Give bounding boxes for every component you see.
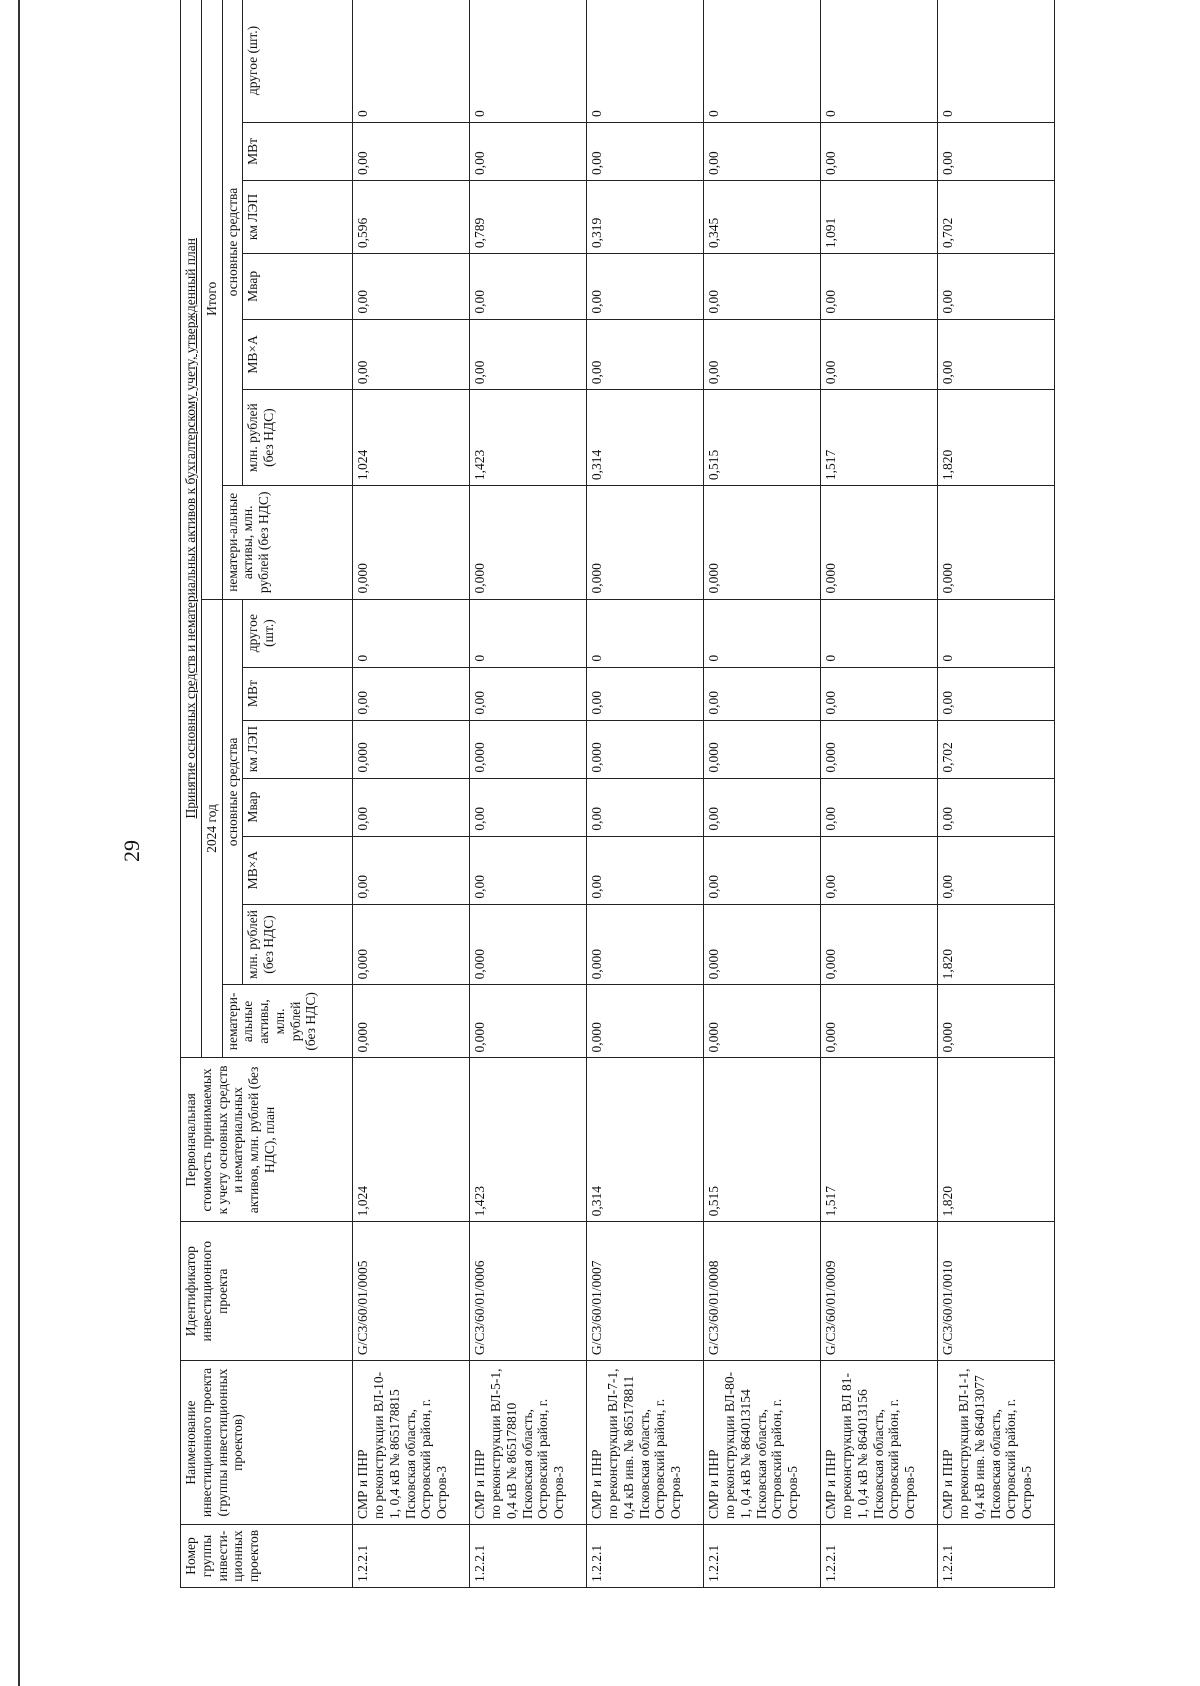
cell-total-mln-rub: 0,314 xyxy=(587,390,704,486)
project-name-line: СМР и ПНР xyxy=(823,1449,839,1519)
cell-project-name xyxy=(821,1361,938,1525)
cell-project-name xyxy=(353,1361,470,1525)
cell-2024-mw: 0,00 xyxy=(587,667,704,720)
cell-2024-mln-rub: 0,000 xyxy=(470,904,587,985)
cell-2024-mln-rub: 1,820 xyxy=(938,904,1055,985)
project-name-line: Псковская область, Островский район, г. Остров-5 xyxy=(870,1398,918,1519)
investment-table xyxy=(180,0,1055,1588)
header-intangible-2024: нематери-альные активы, млн. рублей (без НДС) xyxy=(222,985,353,1058)
cell-project-id: G/C3/60/01/0005 xyxy=(353,1222,470,1361)
cell-total-km-lep: 0,345 xyxy=(704,180,821,253)
cell-group-number: 1.2.2.1 xyxy=(704,1524,821,1587)
cell-total-intangible: 0,000 xyxy=(821,486,938,599)
project-name-line: Псковская область, Островский район, г. Остров-3 xyxy=(636,1398,684,1519)
cell-project-id: G/C3/60/01/0007 xyxy=(587,1222,704,1361)
cell-2024-mva: 0,00 xyxy=(938,836,1055,904)
header-group-number: Номер группы инвести-ционных проектов xyxy=(181,1524,353,1587)
table-row xyxy=(353,0,470,1588)
project-name-line: Псковская область, Островский район, г. Остров-3 xyxy=(519,1398,567,1519)
cell-project-name xyxy=(587,1361,704,1525)
cell-2024-mva: 0,00 xyxy=(704,836,821,904)
cell-total-mln-rub: 1,517 xyxy=(821,390,938,486)
cell-total-intangible: 0,000 xyxy=(938,486,1055,599)
cell-2024-mln-rub: 0,000 xyxy=(821,904,938,985)
cell-total-mvar: 0,00 xyxy=(704,254,821,320)
cell-2024-mvar: 0,00 xyxy=(821,778,938,836)
cell-2024-intangible: 0,000 xyxy=(704,985,821,1058)
header-project-id: Идентификатор инвестиционного проекта xyxy=(181,1222,353,1361)
header-km-total: км ЛЭП xyxy=(243,180,353,253)
cell-2024-intangible: 0,000 xyxy=(587,985,704,1058)
cell-total-mva: 0,00 xyxy=(821,319,938,390)
cell-total-mln-rub: 1,423 xyxy=(470,390,587,486)
cell-initial-cost: 1,820 xyxy=(938,1058,1055,1222)
header-mln-total: млн. рублей (без НДС) xyxy=(243,390,353,486)
cell-2024-km-lep: 0,000 xyxy=(704,720,821,778)
header-km-2024: км ЛЭП xyxy=(243,720,353,778)
project-name-line: Псковская область, Островский район, г. Остров-5 xyxy=(753,1398,801,1519)
cell-2024-other: 0 xyxy=(587,599,704,667)
cell-group-number: 1.2.2.1 xyxy=(587,1524,704,1587)
cell-2024-mva: 0,00 xyxy=(353,836,470,904)
cell-2024-mvar: 0,00 xyxy=(353,778,470,836)
cell-2024-intangible: 0,000 xyxy=(470,985,587,1058)
cell-2024-km-lep: 0,000 xyxy=(353,720,470,778)
project-name-line: по реконструкции ВЛ-10-1, 0,4 кВ № 865178815 xyxy=(371,1371,402,1519)
cell-2024-mvar: 0,00 xyxy=(704,778,821,836)
cell-initial-cost: 1,517 xyxy=(821,1058,938,1222)
project-name-line: по реконструкции ВЛ-7-1, 0,4 кВ инв. № 865178811 xyxy=(605,1368,636,1519)
cell-total-mw: 0,00 xyxy=(587,122,704,180)
header-year-2024: 2024 год xyxy=(201,599,222,1058)
project-name-line: СМР и ПНР xyxy=(589,1449,605,1519)
cell-project-name xyxy=(938,1361,1055,1525)
cell-total-mvar: 0,00 xyxy=(470,254,587,320)
cell-total-intangible: 0,000 xyxy=(704,486,821,599)
rotated-table-container xyxy=(180,0,1130,1588)
page-edge-line xyxy=(18,0,20,1686)
cell-total-mln-rub: 1,024 xyxy=(353,390,470,486)
cell-total-km-lep: 0,702 xyxy=(938,180,1055,253)
cell-project-id: G/C3/60/01/0009 xyxy=(821,1222,938,1361)
page-number: 29 xyxy=(119,840,144,862)
project-name-line: по реконструкции ВЛ-1-1, 0,4 кВ инв. № 864013077 xyxy=(956,1368,987,1519)
cell-total-mva: 0,00 xyxy=(587,319,704,390)
cell-initial-cost: 1,423 xyxy=(470,1058,587,1222)
table-body xyxy=(353,0,1055,1588)
cell-project-id: G/C3/60/01/0006 xyxy=(470,1222,587,1361)
cell-project-name xyxy=(704,1361,821,1525)
header-mva-2024: МВ×А xyxy=(243,836,353,904)
cell-2024-other: 0 xyxy=(938,599,1055,667)
header-other-2024: другое (шт.) xyxy=(243,599,353,667)
cell-2024-km-lep: 0,000 xyxy=(821,720,938,778)
header-fixed-assets-total: основные средства xyxy=(222,0,243,486)
cell-2024-mw: 0,00 xyxy=(704,667,821,720)
cell-2024-mva: 0,00 xyxy=(821,836,938,904)
cell-total-mln-rub: 1,820 xyxy=(938,390,1055,486)
cell-2024-mw: 0,00 xyxy=(938,667,1055,720)
cell-group-number: 1.2.2.1 xyxy=(470,1524,587,1587)
cell-2024-km-lep: 0,000 xyxy=(587,720,704,778)
cell-total-mvar: 0,00 xyxy=(938,254,1055,320)
cell-total-km-lep: 0,319 xyxy=(587,180,704,253)
project-name-line: СМР и ПНР xyxy=(472,1449,488,1519)
cell-total-mva: 0,00 xyxy=(704,319,821,390)
cell-total-other: 0 xyxy=(821,0,938,122)
cell-initial-cost: 0,314 xyxy=(587,1058,704,1222)
project-name-line: по реконструкции ВЛ-5-1, 0,4 кВ № 865178810 xyxy=(488,1368,519,1519)
cell-total-mva: 0,00 xyxy=(353,319,470,390)
project-name-line: СМР и ПНР xyxy=(355,1449,371,1519)
cell-2024-mw: 0,00 xyxy=(470,667,587,720)
cell-2024-mln-rub: 0,000 xyxy=(704,904,821,985)
header-acceptance-title: Принятие основных средств и нематериальных активов к бухгалтерскому учету, утвержденный план xyxy=(183,238,198,819)
cell-total-mln-rub: 0,515 xyxy=(704,390,821,486)
cell-2024-km-lep: 0,702 xyxy=(938,720,1055,778)
cell-2024-mvar: 0,00 xyxy=(470,778,587,836)
header-mvar-2024: Мвар xyxy=(243,778,353,836)
header-mln-2024: млн. рублей (без НДС) xyxy=(243,904,353,985)
cell-2024-intangible: 0,000 xyxy=(938,985,1055,1058)
header-acceptance xyxy=(181,0,202,1058)
cell-total-mvar: 0,00 xyxy=(821,254,938,320)
cell-total-mvar: 0,00 xyxy=(587,254,704,320)
header-mva-total: МВ×А xyxy=(243,319,353,390)
cell-2024-mvar: 0,00 xyxy=(938,778,1055,836)
cell-2024-mva: 0,00 xyxy=(587,836,704,904)
cell-2024-other: 0 xyxy=(821,599,938,667)
cell-group-number: 1.2.2.1 xyxy=(353,1524,470,1587)
cell-project-name xyxy=(470,1361,587,1525)
cell-total-other: 0 xyxy=(470,0,587,122)
cell-project-id: G/C3/60/01/0008 xyxy=(704,1222,821,1361)
cell-total-mva: 0,00 xyxy=(470,319,587,390)
cell-total-mvar: 0,00 xyxy=(353,254,470,320)
cell-initial-cost: 0,515 xyxy=(704,1058,821,1222)
cell-total-intangible: 0,000 xyxy=(587,486,704,599)
header-mw-total: МВт xyxy=(243,122,353,180)
cell-group-number: 1.2.2.1 xyxy=(821,1524,938,1587)
cell-total-mw: 0,00 xyxy=(704,122,821,180)
cell-2024-km-lep: 0,000 xyxy=(470,720,587,778)
header-total: Итого xyxy=(201,0,222,599)
cell-total-mw: 0,00 xyxy=(470,122,587,180)
cell-2024-mvar: 0,00 xyxy=(587,778,704,836)
cell-total-other: 0 xyxy=(704,0,821,122)
project-name-line: Псковская область, Островский район, г. Остров-3 xyxy=(402,1398,450,1519)
cell-project-id: G/C3/60/01/0010 xyxy=(938,1222,1055,1361)
header-project-name: Наименование инвестиционного проекта (группы инвестиционных проектов) xyxy=(181,1361,353,1525)
cell-group-number: 1.2.2.1 xyxy=(938,1524,1055,1587)
table-row xyxy=(587,0,704,1588)
project-name-line: по реконструкции ВЛ 81-1, 0,4 кВ № 864013156 xyxy=(839,1373,870,1519)
project-name-line: Псковская область, Островский район, г. Остров-5 xyxy=(987,1398,1035,1519)
header-mw-2024: МВт xyxy=(243,667,353,720)
cell-total-other: 0 xyxy=(938,0,1055,122)
table-row xyxy=(470,0,587,1588)
header-initial-cost: Первоначальная стоимость принимаемых к учету основных средств и нематериальных активов, млн. рублей (без НДС), план xyxy=(181,1058,353,1222)
cell-2024-mw: 0,00 xyxy=(353,667,470,720)
cell-total-mw: 0,00 xyxy=(938,122,1055,180)
header-fixed-assets-2024: основные средства xyxy=(222,599,243,985)
project-name-line: СМР и ПНР xyxy=(940,1449,956,1519)
cell-total-mw: 0,00 xyxy=(821,122,938,180)
table-row xyxy=(821,0,938,1588)
cell-total-other: 0 xyxy=(587,0,704,122)
cell-2024-intangible: 0,000 xyxy=(353,985,470,1058)
cell-total-other: 0 xyxy=(353,0,470,122)
cell-2024-mw: 0,00 xyxy=(821,667,938,720)
cell-total-mw: 0,00 xyxy=(353,122,470,180)
cell-2024-other: 0 xyxy=(704,599,821,667)
header-other-total: другое (шт.) xyxy=(243,0,353,122)
cell-total-intangible: 0,000 xyxy=(470,486,587,599)
table-row xyxy=(938,0,1055,1588)
cell-total-km-lep: 1,091 xyxy=(821,180,938,253)
cell-2024-mva: 0,00 xyxy=(470,836,587,904)
cell-2024-mln-rub: 0,000 xyxy=(353,904,470,985)
header-intangible-total: нематери-альные активы, млн. рублей (без НДС) xyxy=(222,486,353,599)
cell-total-km-lep: 0,596 xyxy=(353,180,470,253)
cell-initial-cost: 1,024 xyxy=(353,1058,470,1222)
cell-2024-mln-rub: 0,000 xyxy=(587,904,704,985)
header-mvar-total: Мвар xyxy=(243,254,353,320)
cell-2024-intangible: 0,000 xyxy=(821,985,938,1058)
project-name-line: СМР и ПНР xyxy=(706,1449,722,1519)
table-row xyxy=(704,0,821,1588)
cell-total-km-lep: 0,789 xyxy=(470,180,587,253)
project-name-line: по реконструкции ВЛ-80-1, 0,4 кВ № 864013154 xyxy=(722,1371,753,1519)
cell-2024-other: 0 xyxy=(470,599,587,667)
cell-total-intangible: 0,000 xyxy=(353,486,470,599)
cell-2024-other: 0 xyxy=(353,599,470,667)
cell-total-mva: 0,00 xyxy=(938,319,1055,390)
